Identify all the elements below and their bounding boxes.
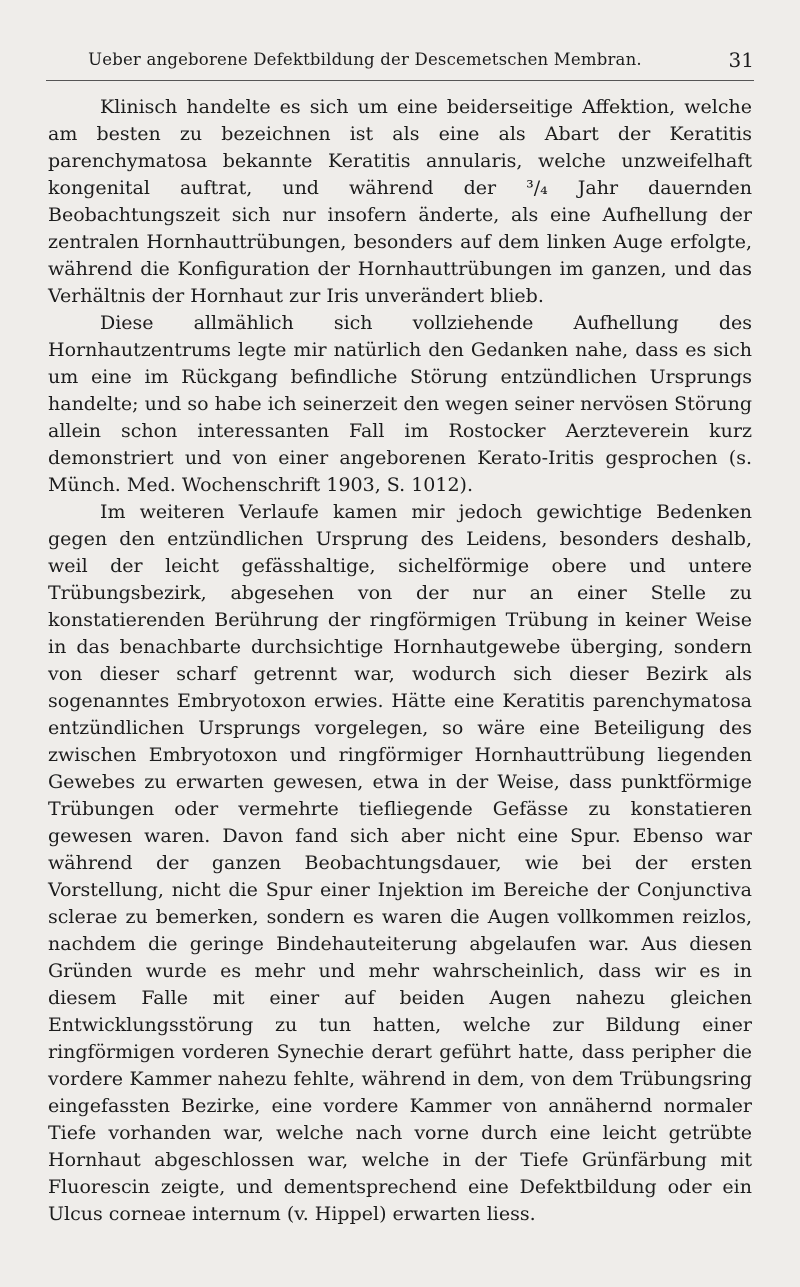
page-number: 31 <box>728 48 754 72</box>
running-head <box>46 50 754 81</box>
paragraph-developmental-disorder: Im weiteren Verlaufe kamen mir jedoch gewichtige Bedenken gegen den entzündlichen Ursprung des Leidens, besonders deshalb, weil der leicht gefässhaltige, sichelförmige obere und untere Trübungsbezirk, abgesehen von der nur an einer Stelle zu konstatierenden Berührung der ringförmigen Trübung in keiner Weise in das benachbarte durchsichtige Hornhautgewebe überging, sondern von dieser scharf getrennt war, wodurch sich dieser Bezirk als sogenanntes Embryotoxon erwies. Hätte eine Keratitis parenchymatosa entzündlichen Ursprungs vorgelegen, so wäre eine Beteiligung des zwischen Embryotoxon und ringförmiger Hornhauttrübung liegenden Gewebes zu erwarten gewesen, etwa in der Weise, dass punktförmige Trübungen oder vermehrte tiefliegende Gefässe zu konstatieren gewesen waren. Davon fand sich aber nicht eine Spur. Ebenso war während der ganzen Beobachtungsdauer, wie bei der ersten Vorstellung, nicht die Spur einer Injektion im Bereiche der Conjunctiva sclerae zu bemerken, sondern es waren die Augen vollkommen reizlos, nachdem die geringe Bindehauteiterung abgelaufen war. Aus diesen Gründen wurde es mehr und mehr wahrscheinlich, dass wir es in diesem Falle mit einer auf beiden Augen nahezu gleichen Entwicklungsstörung zu tun hatten, welche zur Bildung einer ringförmigen vorderen Synechie derart geführt hatte, dass peripher die vordere Kammer nahezu fehlte, während in dem, von dem Trübungsring eingefassten Bezirke, eine vordere Kammer von annähernd normaler Tiefe vorhanden war, welche nach vorne durch eine leicht getrübte Hornhaut abgeschlossen war, welche in der Tiefe Grünfärbung mit Fluorescin zeigte, und dementsprechend eine Defektbildung oder ein Ulcus corneae internum (v. Hippel) erwarten liess. <box>48 501 752 1225</box>
paragraph-clinical-description: Klinisch handelte es sich um eine beiderseitige Affektion, welche am besten zu bezeichnen ist als eine als Abart der Keratitis parenchymatosa bekannte Keratitis annularis, welche unzweifelhaft kongenital auftrat, und während der ³/₄ Jahr dauernden Beobachtungszeit sich nur insofern änderte, als eine Aufhellung der zentralen Hornhauttrübungen, besonders auf dem linken Auge erfolgte, während die Konfiguration der Hornhauttrübungen im ganzen, und das Verhältnis der Hornhaut zur Iris unverändert blieb. <box>48 96 752 307</box>
paragraph-clearing-hypothesis: Diese allmählich sich vollziehende Aufhellung des Hornhautzentrums legte mir natürlich den Gedanken nahe, dass es sich um eine im Rückgang befindliche Störung entzündlichen Ursprungs handelte; und so habe ich seinerzeit den wegen seiner nervösen Störung allein schon interessanten Fall im Rostocker Aerzteverein kurz demonstriert und von einer angeborenen Kerato-Iritis gesprochen (s. Münch. Med. Wochenschrift 1903, S. 1012). <box>48 312 752 496</box>
body-text <box>48 94 752 1228</box>
running-title: Ueber angeborene Defektbildung der Descemetschen Membran. <box>88 50 642 69</box>
